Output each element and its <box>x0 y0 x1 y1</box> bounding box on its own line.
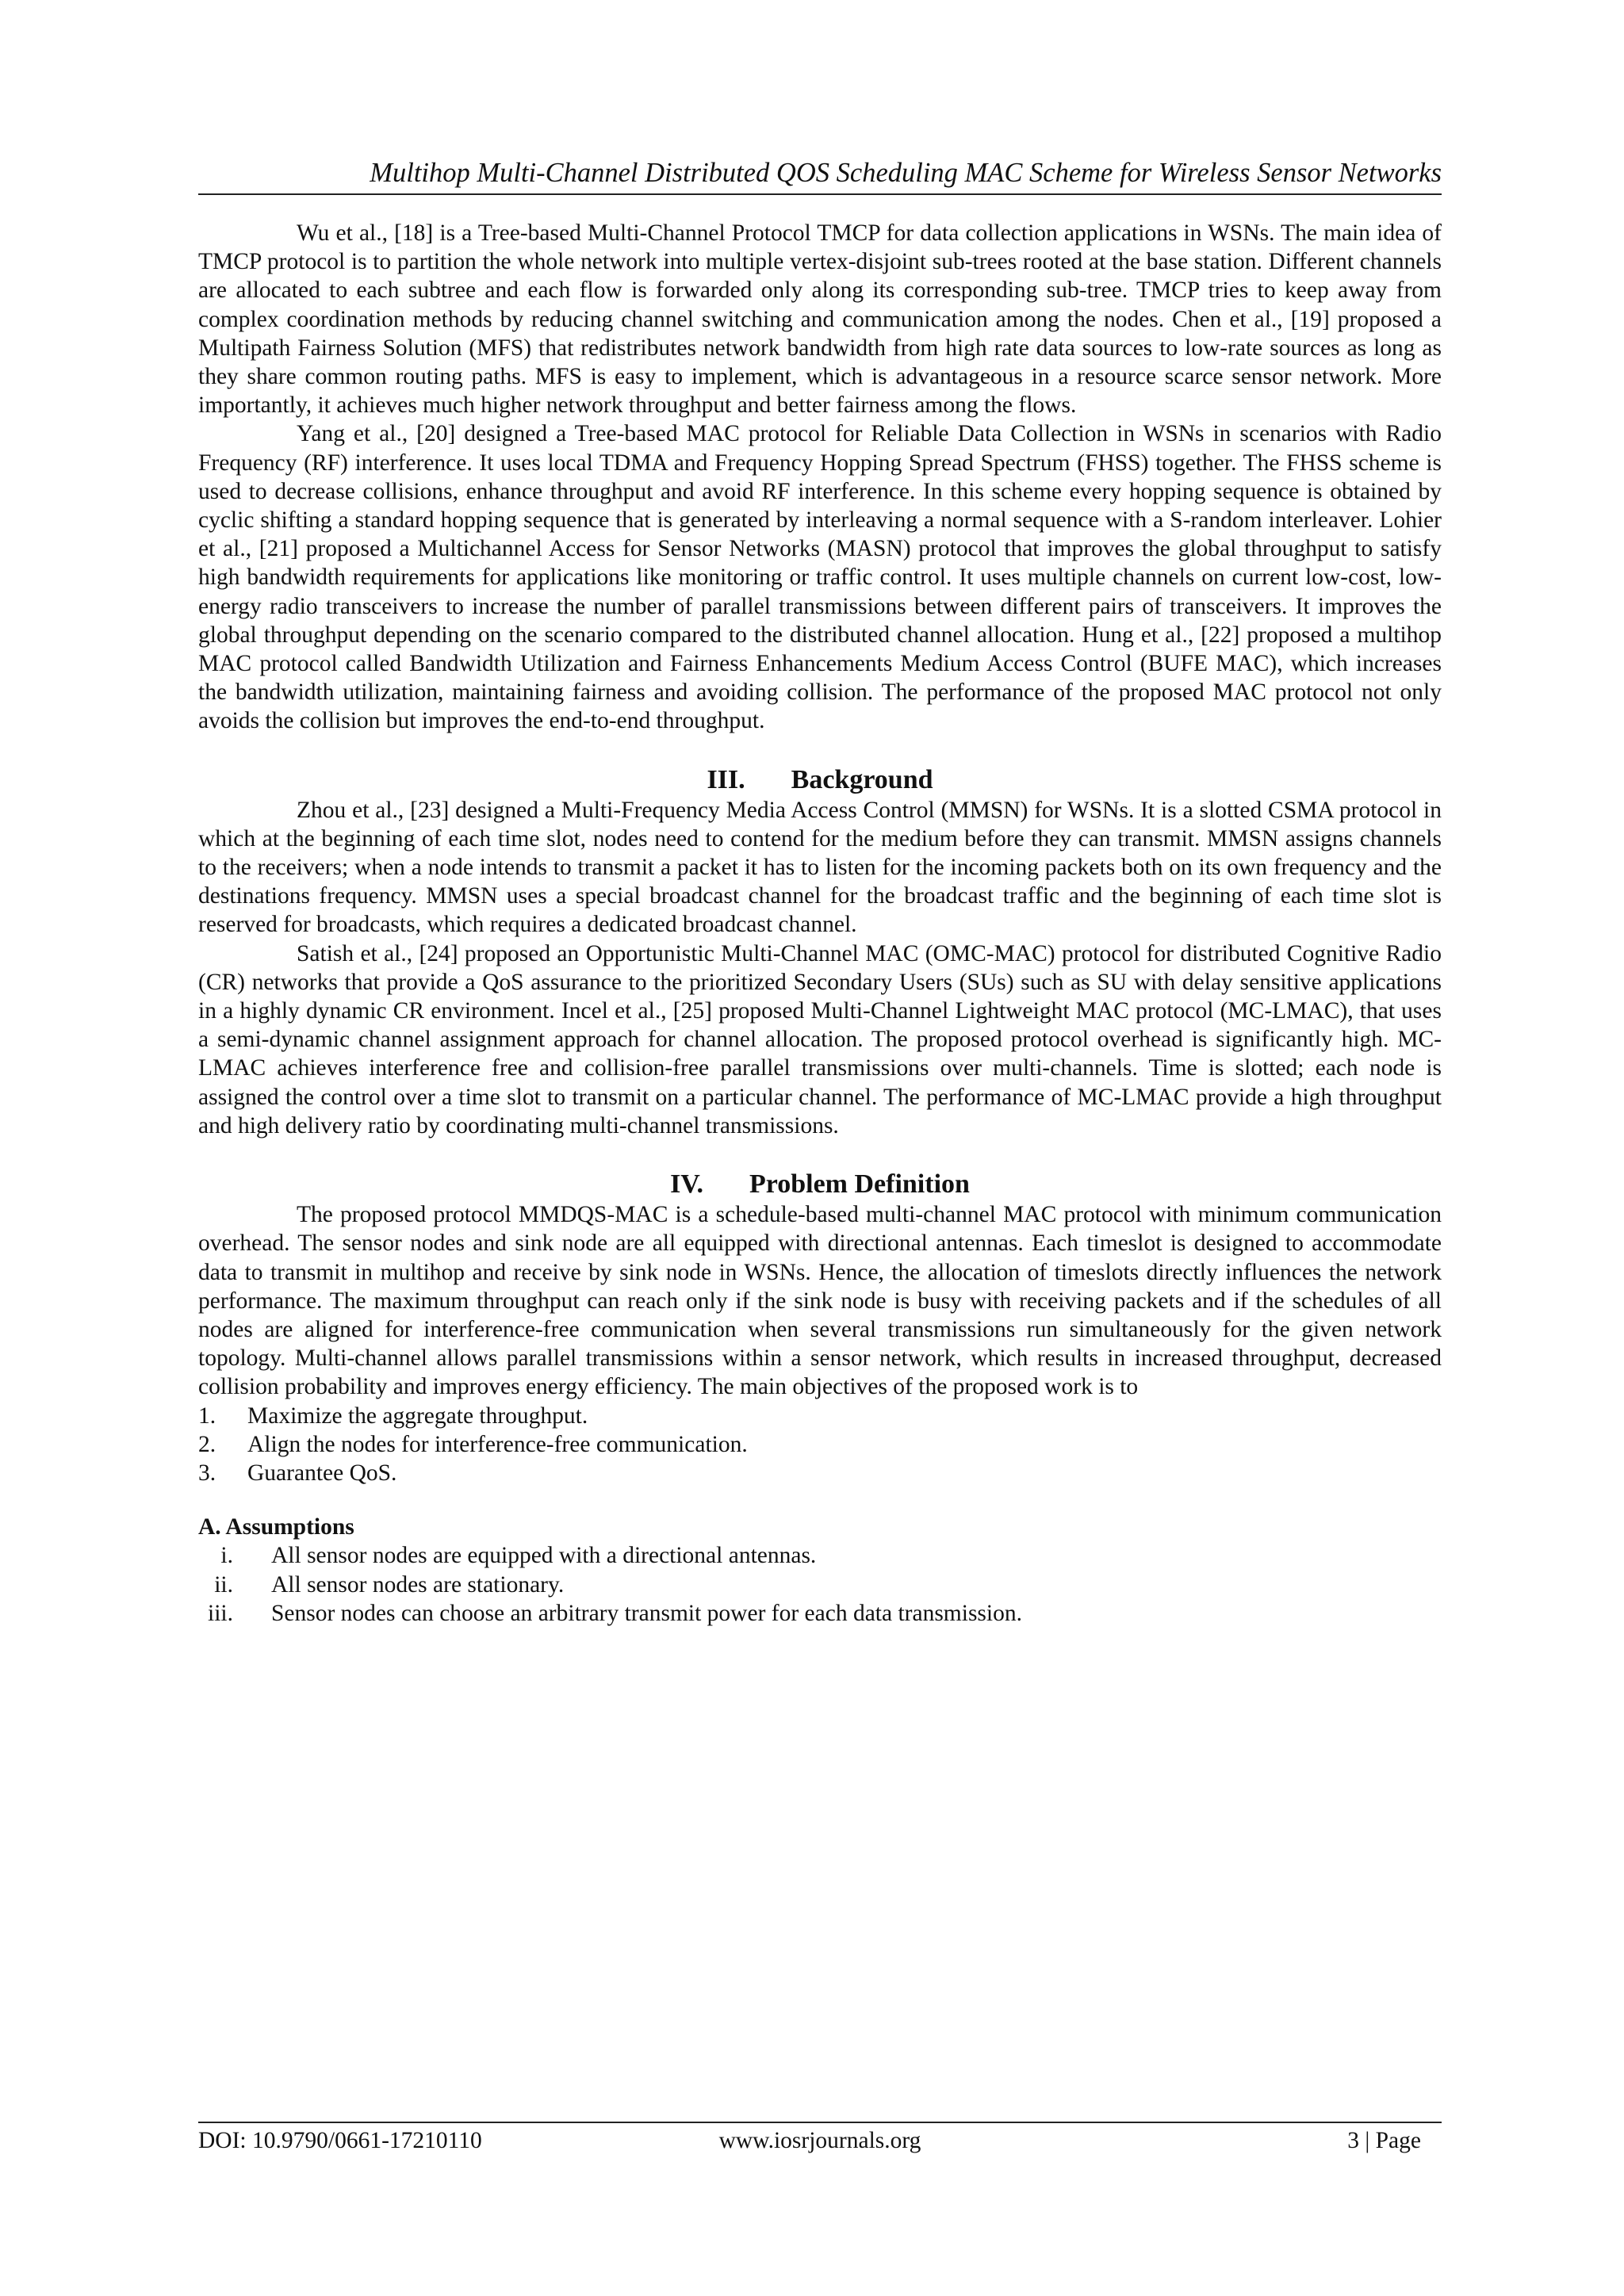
list-item <box>198 1541 1442 1570</box>
paragraph: Satish et al., [24] proposed an Opportunistic Multi-Channel MAC (OMC-MAC) protocol for distributed Cognitive Radio (CR) networks that provide a QoS assurance to the prioritized Secondary Users (SUs) such as SU with delay sensitive applications in a highly dynamic CR environment. Incel et al., [25] proposed Multi-Channel Lightweight MAC protocol (MC-LMAC), that uses a semi-dynamic channel assignment approach for channel allocation. The proposed protocol overhead is significantly high. MC-LMAC achieves interference free and collision-free parallel transmissions over multi-channels. Time is slotted; each node is assigned the control over a time slot to transmit on a particular channel. The performance of MC-LMAC provide a high throughput and high delivery ratio by coordinating multi-channel transmissions. <box>198 940 1442 1138</box>
section-heading-background <box>198 764 1442 796</box>
footer-rule <box>198 2122 1442 2123</box>
list-item-text: All sensor nodes are equipped with a directional antennas. <box>271 1543 817 1569</box>
list-marker: ii. <box>214 1571 233 1598</box>
footer-page-number: 3 | Page <box>1347 2128 1421 2153</box>
footer-website: www.iosrjournals.org <box>718 2128 921 2153</box>
list-item-text: Align the nodes for interference-free communication. <box>247 1431 748 1457</box>
list-item <box>198 1571 1442 1599</box>
list-marker: iii. <box>208 1600 233 1626</box>
list-item-text: Maximize the aggregate throughput. <box>247 1402 588 1429</box>
list-marker: 2. <box>198 1431 216 1457</box>
footer-doi: DOI: 10.9790/0661-17210110 <box>198 2128 482 2153</box>
paragraph: The proposed protocol MMDQS-MAC is a schedule-based multi-channel MAC protocol with minimum communication overhead. The sensor nodes and sink node are all equipped with directional antennas. Each timeslot is designed to accommodate data to transmit in multihop and receive by sink node in WSNs. Hence, the allocation of timeslots directly influences the network performance. The maximum throughput can reach only if the sink node is busy with receiving packets and if the schedules of all nodes are aligned for interference-free communication when several transmissions run simultaneously for the given network topology. Multi-channel allows parallel transmissions within a sensor network, which results in increased throughput, decreased collision probability and improves energy efficiency. The main objectives of the proposed work is to <box>198 1202 1442 1400</box>
list-item-text: Guarantee QoS. <box>247 1460 397 1486</box>
paper-page <box>198 0 1442 2296</box>
list-item <box>198 1402 1442 1430</box>
list-item-text: All sensor nodes are stationary. <box>271 1571 565 1598</box>
running-title: Multihop Multi-Channel Distributed QOS Scheduling MAC Scheme for Wireless Sensor Networks <box>370 158 1442 188</box>
paragraph: Zhou et al., [23] designed a Multi-Frequency Media Access Control (MMSN) for WSNs. It is a slotted CSMA protocol in which at the beginning of each time slot, nodes need to contend for the medium before they can transmit. MMSN assigns channels to the receivers; when a node intends to transmit a packet it has to listen for the incoming packets both on its own frequency and the destinations frequency. MMSN uses a special broadcast channel for the broadcast traffic and the beginning of each time slot is reserved for broadcasts, which requires a dedicated broadcast channel. <box>198 797 1442 938</box>
page-footer <box>198 2125 1442 2156</box>
subsection-heading-assumptions: A. Assumptions <box>198 1514 354 1540</box>
section-title: Background <box>791 764 933 794</box>
paragraph: Yang et al., [20] designed a Tree-based MAC protocol for Reliable Data Collection in WSNs in scenarios with Radio Frequency (RF) interference. It uses local TDMA and Frequency Hopping Spread Spectrum (FHSS) together. The FHSS scheme is used to decrease collisions, enhance throughput and avoid RF interference. In this scheme every hopping sequence is obtained by cyclic shifting a standard hopping sequence that is generated by interleaving a normal sequence with a S-random interleaver. Lohier et al., [21] proposed a Multichannel Access for Sensor Networks (MASN) protocol that improves the global throughput to satisfy high bandwidth requirements for applications like monitoring or traffic control. It uses multiple channels on current low-cost, low-energy radio transceivers to increase the number of parallel transmissions between different pairs of transceivers. It improves the global throughput depending on the scenario compared to the distributed channel allocation. Hung et al., [22] proposed a multihop MAC protocol called Bandwidth Utilization and Fairness Enhancements Medium Access Control (BUFE MAC), which increases the bandwidth utilization, maintaining fairness and avoiding collision. The performance of the proposed MAC protocol not only avoids the collision but improves the end-to-end throughput. <box>198 421 1442 734</box>
list-item <box>198 1599 1442 1628</box>
objectives-list <box>198 1402 1442 1488</box>
list-item-text: Sensor nodes can choose an arbitrary transmit power for each data transmission. <box>271 1600 1022 1626</box>
section-number: IV. <box>670 1169 703 1200</box>
paragraph: Wu et al., [18] is a Tree-based Multi-Channel Protocol TMCP for data collection applications in WSNs. The main idea of TMCP protocol is to partition the whole network into multiple vertex-disjoint sub-trees rooted at the base station. Different channels are allocated to each subtree and each flow is forwarded only along its corresponding sub-tree. TMCP tries to keep away from complex coordination methods by reducing channel switching and communication among the nodes. Chen et al., [19] proposed a Multipath Fairness Solution (MFS) that redistributes network bandwidth from high rate data sources to low-rate sources as long as they share common routing paths. MFS is easy to implement, which is advantageous in a resource scarce sensor network. More importantly, it achieves much higher network throughput and better fairness among the flows. <box>198 220 1442 419</box>
section-number: III. <box>707 764 745 794</box>
header-rule <box>198 193 1442 195</box>
assumptions-list <box>198 1541 1442 1628</box>
list-item <box>198 1430 1442 1459</box>
list-marker: 3. <box>198 1460 216 1486</box>
section-title: Problem Definition <box>749 1169 970 1200</box>
list-item <box>198 1459 1442 1487</box>
list-marker: 1. <box>198 1402 216 1429</box>
section-heading-problem-definition <box>198 1169 1442 1200</box>
page-body <box>198 219 1442 1628</box>
list-marker: i. <box>220 1543 233 1569</box>
